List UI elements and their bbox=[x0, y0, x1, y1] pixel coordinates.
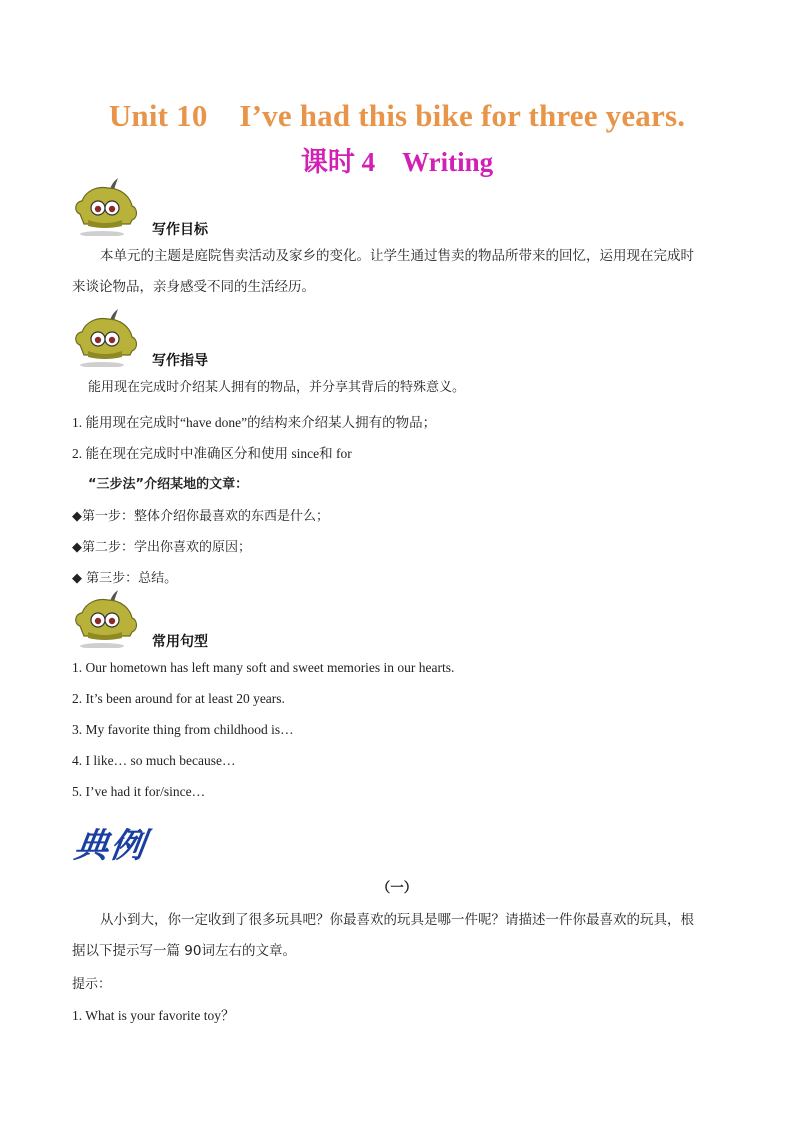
pattern-item: 5. I’ve had it for/since… bbox=[72, 784, 206, 799]
hint-item: 1. What is your favorite toy？ bbox=[72, 1008, 235, 1023]
guide-step: ◆ 第三步：总结。 bbox=[72, 571, 178, 586]
mascot-icon bbox=[72, 176, 140, 236]
guide-step: ◆第二步：学出你喜欢的原因； bbox=[72, 540, 251, 555]
hint-label: 提示： bbox=[72, 977, 112, 992]
goal-text-line2: 来谈论物品，亲身感受不同的生活经历。 bbox=[72, 279, 315, 295]
section-heading-goal: 写作目标 bbox=[152, 222, 208, 238]
section-heading-guide: 写作指导 bbox=[152, 353, 208, 369]
pattern-item: 4. I like… so much because… bbox=[72, 753, 236, 768]
pattern-item: 2. It’s been around for at least 20 years. bbox=[72, 691, 285, 706]
example-logo-text: 典例 bbox=[71, 826, 150, 866]
mascot-icon bbox=[72, 307, 140, 367]
guide-intro: 能用现在完成时介绍某人拥有的物品，并分享其背后的特殊意义。 bbox=[88, 380, 466, 395]
guide-point: 1. 能用现在完成时“have done”的结构来介绍某人拥有的物品； bbox=[72, 415, 437, 430]
section-heading-patterns: 常用句型 bbox=[152, 634, 208, 650]
example-prompt-line2: 据以下提示写一篇 90词左右的文章。 bbox=[72, 943, 296, 959]
example-logo-icon bbox=[71, 818, 155, 866]
pattern-item: 3. My favorite thing from childhood is… bbox=[72, 722, 294, 737]
page-subtitle: 课时 4 Writing bbox=[300, 147, 494, 177]
pattern-item: 1. Our hometown has left many soft and sweet memories in our hearts. bbox=[72, 660, 455, 675]
method-title: “三步法”介绍某地的文章： bbox=[88, 477, 249, 492]
goal-text-line1: 本单元的主题是庭院售卖活动及家乡的变化。让学生通过售卖的物品所带来的回忆，运用现在完成时 bbox=[100, 248, 694, 264]
guide-point: 2. 能在现在完成时中准确区分和使用 since和 for bbox=[72, 446, 352, 461]
example-number: （一） bbox=[376, 880, 418, 896]
example-prompt-line1: 从小到大，你一定收到了很多玩具吧？你最喜欢的玩具是哪一件呢？请描述一件你最喜欢的玩具，根 bbox=[100, 912, 694, 928]
page-title: Unit 10 I’ve had this bike for three years. bbox=[108, 98, 686, 133]
mascot-icon bbox=[72, 588, 140, 648]
guide-step: ◆第一步：整体介绍你最喜欢的东西是什么； bbox=[72, 509, 329, 524]
